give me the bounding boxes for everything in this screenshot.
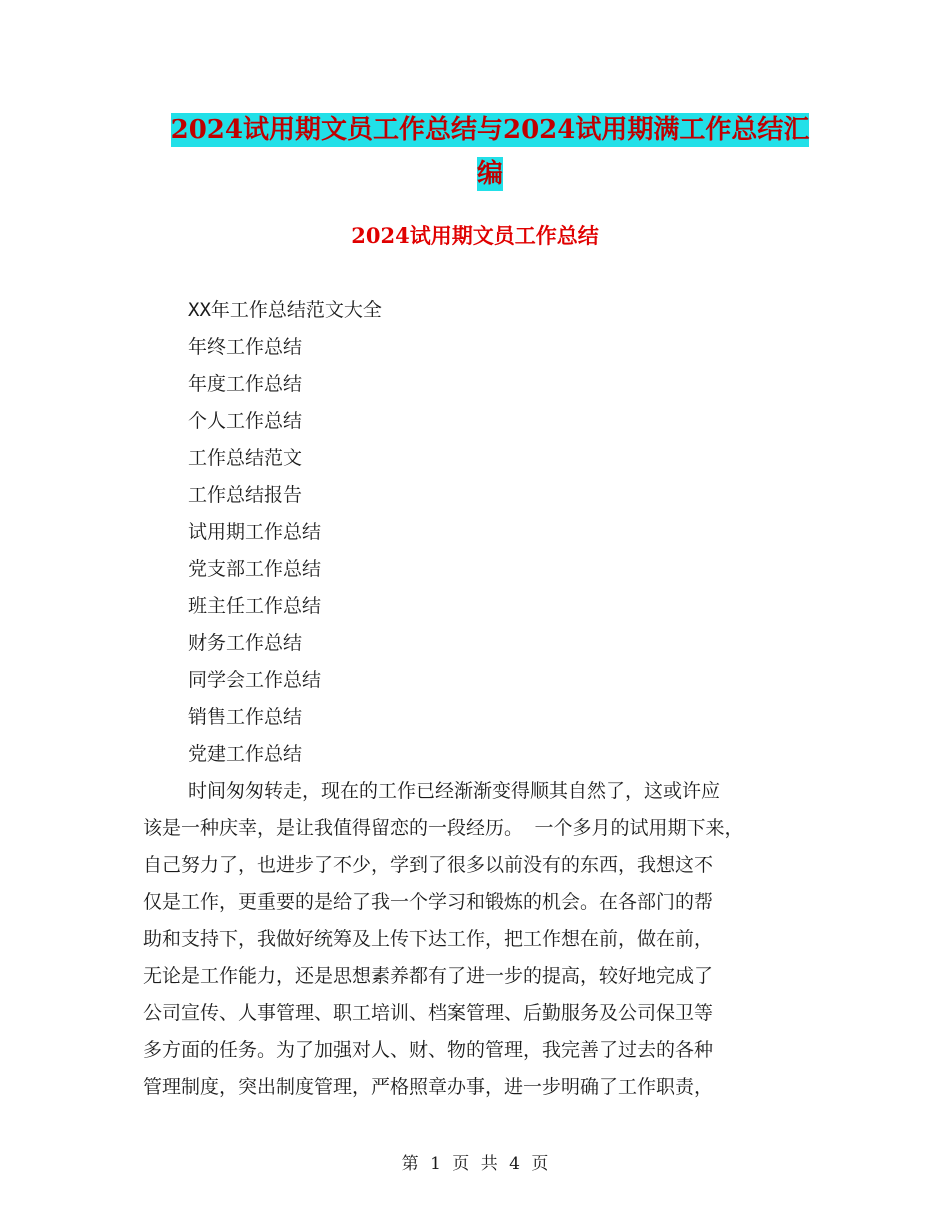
list-item: 试用期工作总结 [188, 521, 322, 543]
list-item: 财务工作总结 [188, 632, 303, 654]
section-title: 2024试用期文员工作总结 [351, 223, 599, 248]
list-item: 年度工作总结 [188, 373, 303, 395]
paragraph-line: 多方面的任务。为了加强对人、财、物的管理，我完善了过去的各种 [143, 1039, 714, 1061]
paragraph-line: 时间匆匆转走，现在的工作已经渐渐变得顺其自然了，这或许应 [188, 780, 721, 802]
paragraph-line: 无论是工作能力，还是思想素养都有了进一步的提高，较好地完成了 [143, 965, 714, 987]
page-footer: 第 1 页 共 4 页 [401, 1154, 549, 1174]
paragraph-line: 助和支持下，我做好统筹及上传下达工作，把工作想在前，做在前， [143, 928, 714, 950]
summary-list [188, 292, 382, 773]
list-item: 销售工作总结 [188, 706, 303, 728]
list-item: 工作总结报告 [188, 484, 303, 506]
list-item: 个人工作总结 [188, 410, 303, 432]
list-item: 同学会工作总结 [188, 669, 322, 691]
list-item: 工作总结范文 [188, 447, 303, 469]
paragraph-line: 管理制度，突出制度管理，严格照章办事，进一步明确了工作职责， [143, 1076, 714, 1098]
document-title [140, 108, 840, 196]
document-title-line-1: 2024试用期文员工作总结与2024试用期满工作总结汇 [170, 115, 810, 145]
paragraph-line: 仅是工作，更重要的是给了我一个学习和锻炼的机会。在各部门的帮 [143, 891, 714, 913]
list-item: 党支部工作总结 [188, 558, 322, 580]
paragraph-line: 公司宣传、人事管理、职工培训、档案管理、后勤服务及公司保卫等 [143, 1002, 714, 1024]
list-item: 班主任工作总结 [188, 595, 322, 617]
body-paragraph [143, 773, 823, 1106]
paragraph-line: 自己努力了，也进步了不少，学到了很多以前没有的东西，我想这不 [143, 854, 714, 876]
list-item: 年终工作总结 [188, 336, 303, 358]
document-title-line-2: 编 [476, 159, 503, 189]
paragraph-line: 该是一种庆幸，是让我值得留恋的一段经历。 一个多月的试用期下来， [143, 817, 744, 839]
list-item: 党建工作总结 [188, 743, 303, 765]
list-item: XX年工作总结范文大全 [188, 299, 382, 321]
